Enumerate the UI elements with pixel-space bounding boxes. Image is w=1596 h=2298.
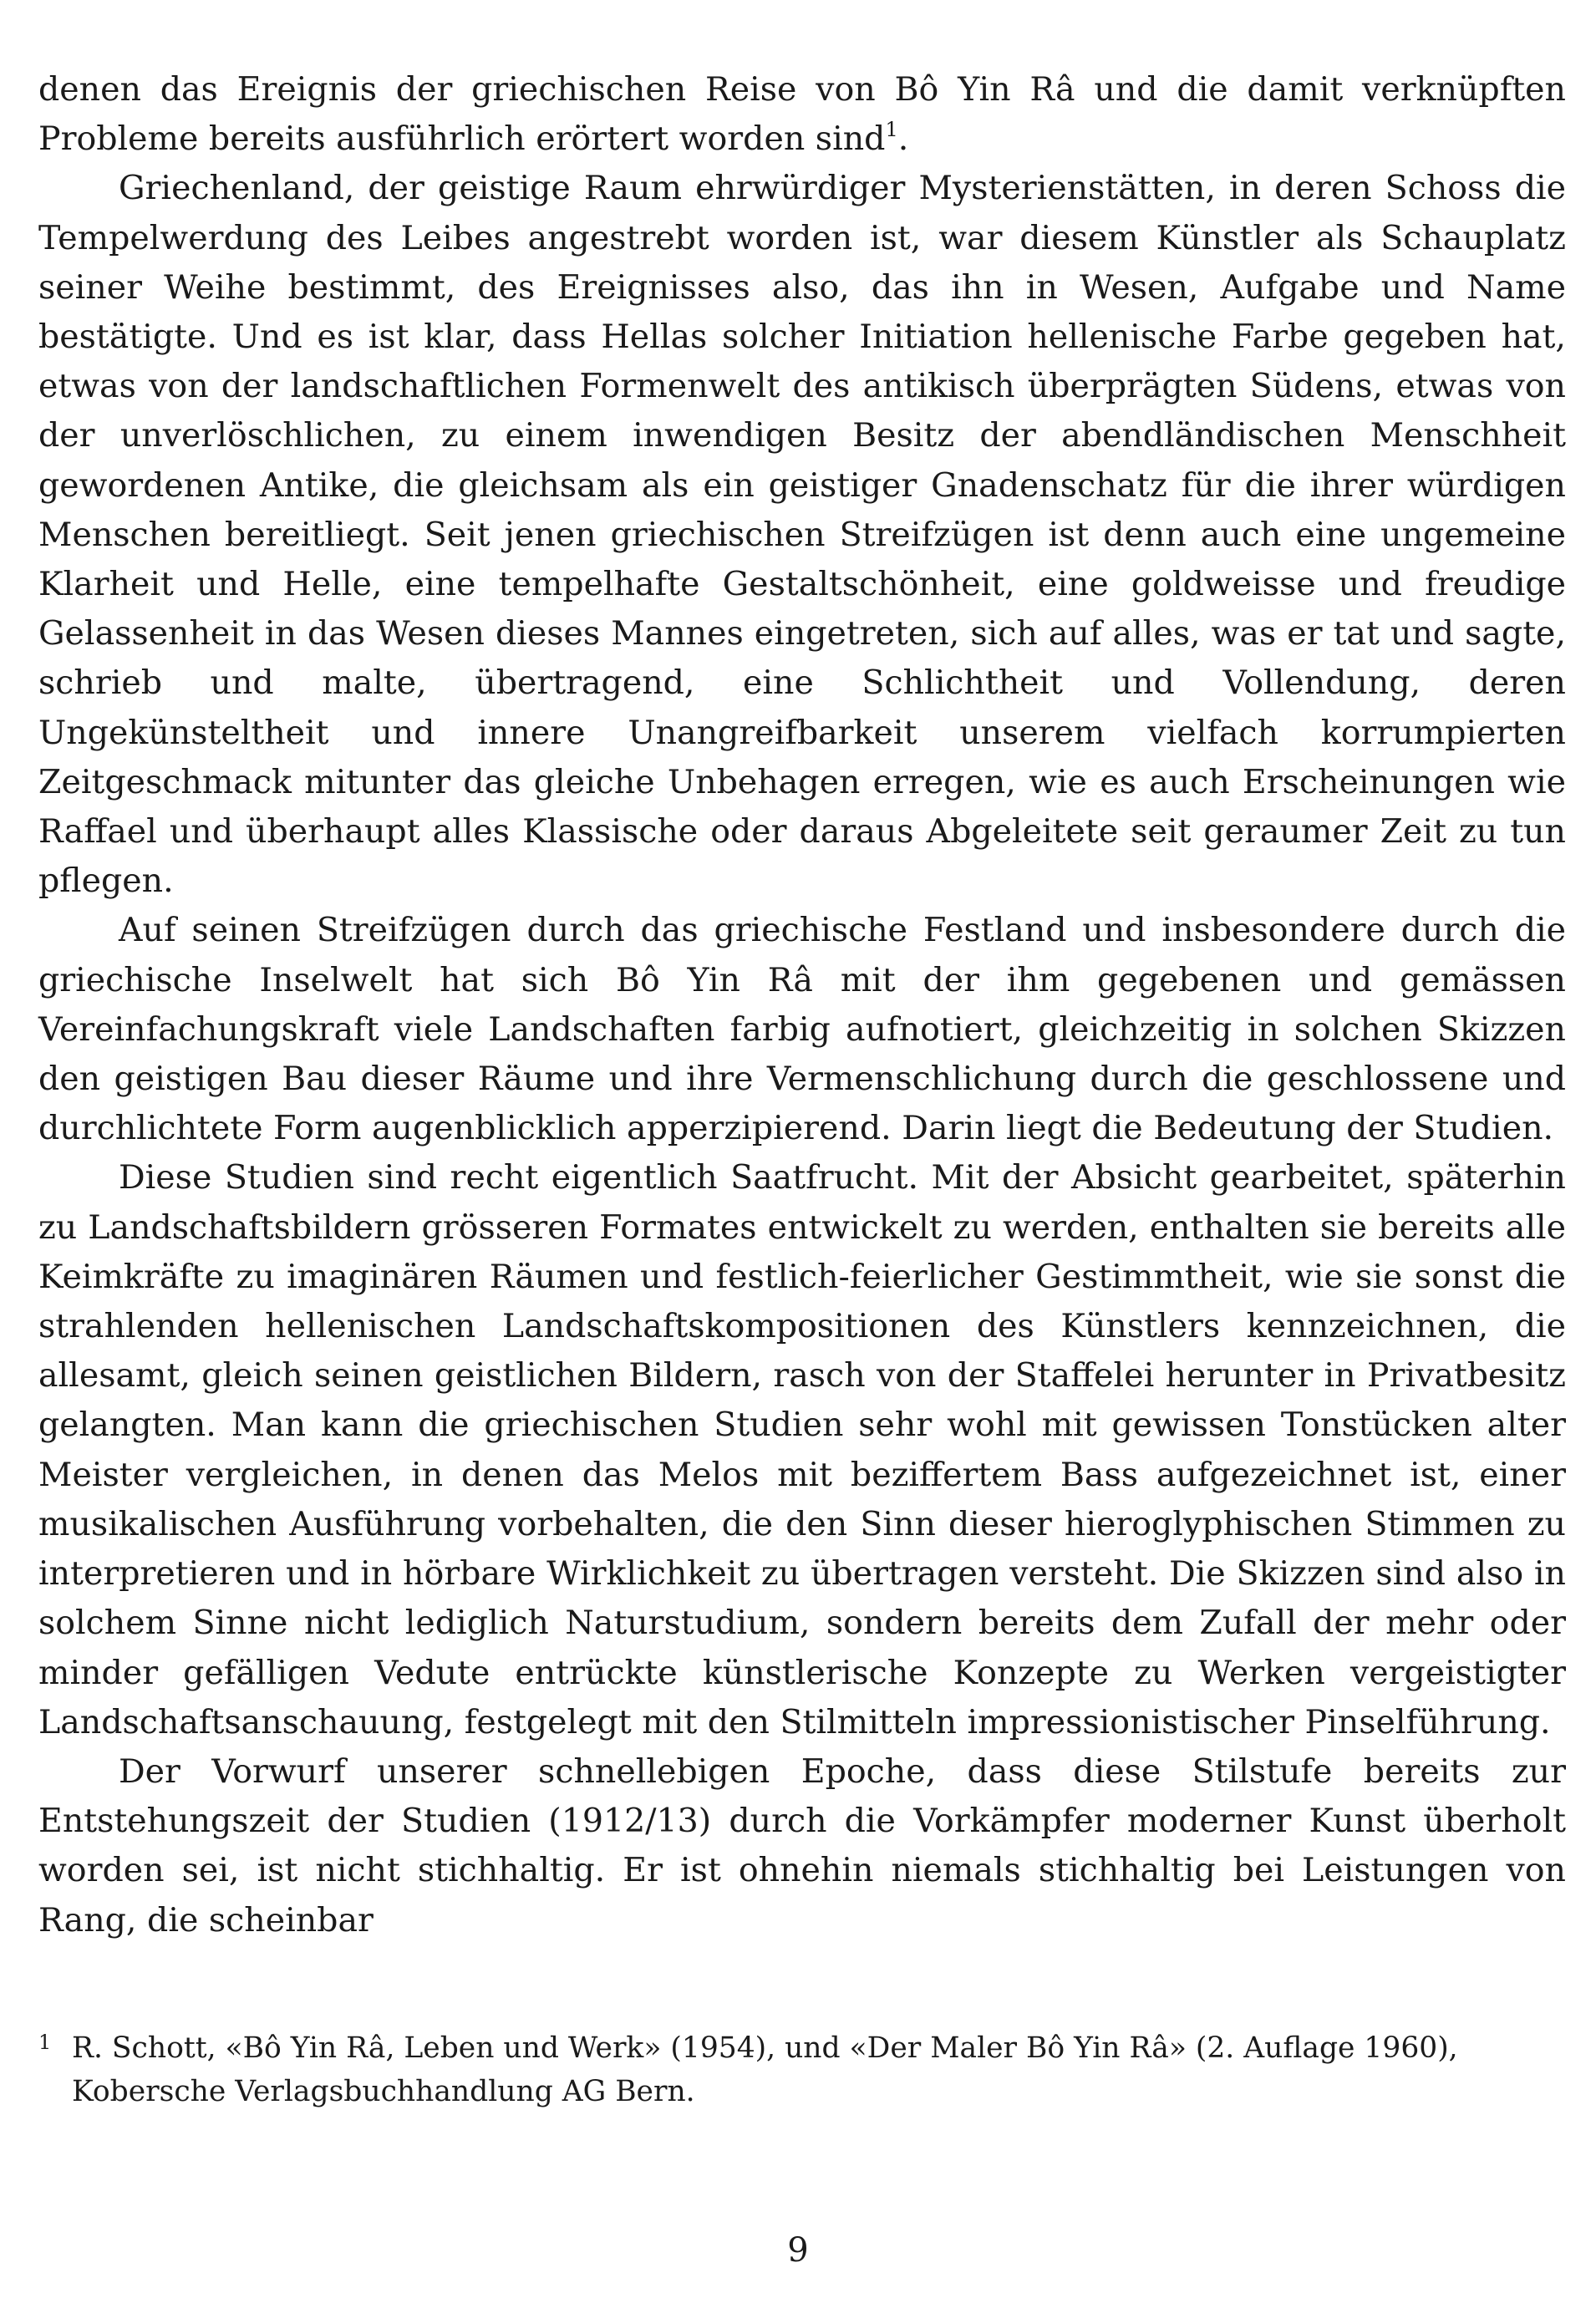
footnote-text-1: R. Schott, «Bô Yin Râ, Leben und Werk» (1954), und «Der Maler Bô Yin Râ» (2. Auflage 1960), xyxy=(72,2031,1458,2065)
footnote-line-1 xyxy=(38,2021,1566,2070)
paragraph-1-text: denen das Ereignis der griechischen Reise von Bô Yin Râ und die damit verknüpften Probleme bereits ausführlich erörtert worden sind xyxy=(38,70,1566,159)
page-body xyxy=(38,65,1566,1945)
page-number: 9 xyxy=(787,2231,809,2270)
paragraph-2: Griechenland, der geistige Raum ehrwürdiger Mysterienstätten, in deren Schoss die Tempelwerdung des Leibes angestrebt worden ist, war diesem Künstler als Schauplatz seiner Weihe bestimmt, des Ereignisses also, das ihn in Wesen, Aufgabe und Name bestätigte. Und es ist klar, dass Hellas solcher Initiation hellenische Farbe gegeben hat, etwas von der landschaftlichen Formenwelt des antikisch überprägten Südens, etwas von der unverlöschlichen, zu einem inwendigen Besitz der abendländischen Menschheit gewordenen Antike, die gleichsam als ein geistiger Gnadenschatz für die ihrer würdigen Menschen bereitliegt. Seit jenen griechischen Streifzügen ist denn auch eine ungemeine Klarheit und Helle, eine tempelhafte Gestaltschönheit, eine goldweisse und freudige Gelassenheit in das Wesen dieses Mannes eingetreten, sich auf alles, was er tat und sagte, schrieb und malte, übertragend, eine Schlichtheit und Vollendung, deren Ungekünsteltheit und innere Unangreifbarkeit unserem vielfach korrumpierten Zeitgeschmack mitunter das gleiche Unbehagen erregen, wie es auch Erscheinungen wie Raffael und überhaupt alles Klassische oder daraus Abgeleitete seit geraumer Zeit zu tun pflegen. xyxy=(38,169,1566,901)
paragraph-1 xyxy=(38,65,1566,164)
paragraph-1-tail: . xyxy=(897,119,909,159)
paragraph-3: Auf seinen Streifzügen durch das griechische Festland und insbesondere durch die griechische Inselwelt hat sich Bô Yin Râ mit der ihm gegebenen und gemässen Vereinfachungskraft viele Landschaften farbig aufnotiert, gleichzeitig in solchen Skizzen den geistigen Bau dieser Räume und ihre Vermenschlichung durch die geschlossene und durchlichtete Form augenblicklich apperzipierend. Darin liegt die Bedeutung der Studien. xyxy=(38,911,1566,1148)
paragraph-4: Diese Studien sind recht eigentlich Saatfrucht. Mit der Absicht gearbeitet, späterhin zu Landschaftsbildern grösseren Formates entwickelt zu werden, enthalten sie bereits alle Keimkräfte zu imaginären Räumen und festlich-feierlicher Gestimmtheit, wie sie sonst die strahlenden hellenischen Landschaftskompositionen des Künstlers kennzeichnen, die allesamt, gleich seinen geistlichen Bildern, rasch von der Staffelei herunter in Privatbesitz gelangten. Man kann die griechischen Studien sehr wohl mit gewissen Tonstücken alter Meister vergleichen, in denen das Melos mit beziffertem Bass aufgezeichnet ist, einer musikalischen Ausführung vorbehalten, die den Sinn dieser hieroglyphischen Stimmen zu interpretieren und in hörbare Wirklichkeit zu übertragen versteht. Die Skizzen sind also in solchem Sinne nicht lediglich Naturstudium, sondern bereits dem Zufall der mehr oder minder gefälligen Vedute entrückte künstlerische Konzepte zu Werken vergeistigter Landschaftsanschauung, festgelegt mit den Stilmitteln impressionistischer Pinselführung. xyxy=(38,1158,1566,1741)
footnote-reference[interactable]: 1 xyxy=(885,118,898,142)
footnote-marker: 1 xyxy=(38,2031,52,2054)
footnote-section xyxy=(38,2021,1566,2113)
paragraph-5: Der Vorwurf unserer schnellebigen Epoche, dass diese Stilstufe bereits zur Entstehungszeit der Studien (1912/13) durch die Vorkämpfer moderner Kunst überholt worden sei, ist nicht stichhaltig. Er ist ohnehin niemals stichhaltig bei Leistungen von Rang, die scheinbar xyxy=(38,1751,1566,1940)
body-text xyxy=(38,65,1566,1945)
footnote-line-2: Kobersche Verlagsbuchhandlung AG Bern. xyxy=(72,2075,695,2108)
